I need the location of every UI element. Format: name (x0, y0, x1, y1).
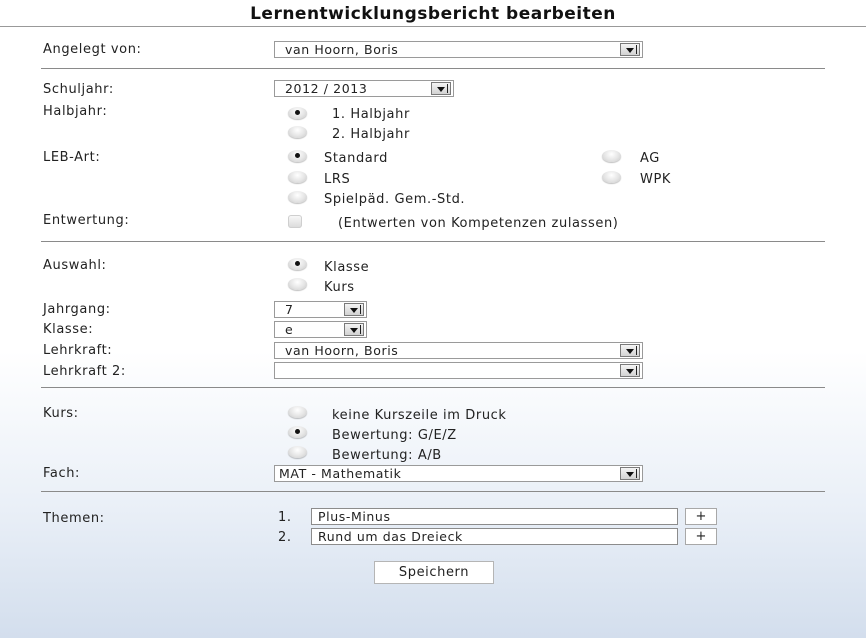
divider (41, 491, 825, 492)
divider (41, 68, 825, 69)
chevron-down-icon[interactable] (431, 82, 451, 95)
chevron-down-icon[interactable] (620, 364, 640, 377)
themen-add-button-1[interactable]: + (685, 508, 717, 525)
auswahl-klasse-label: Klasse (324, 260, 370, 275)
leb-art-radio-ag[interactable] (602, 150, 621, 162)
lehrkraft-value: van Hoorn, Boris (285, 343, 399, 358)
themen-label: Themen: (43, 511, 105, 526)
angelegt-von-value: van Hoorn, Boris (285, 42, 399, 57)
klasse-label: Klasse: (43, 322, 94, 337)
themen-number-1: 1. (278, 510, 292, 525)
themen-input-2[interactable]: Rund um das Dreieck (311, 528, 678, 545)
lehrkraft-select[interactable] (274, 342, 643, 359)
kurs-label: Kurs: (43, 406, 79, 421)
jahrgang-select[interactable] (274, 301, 367, 318)
schuljahr-select[interactable] (274, 80, 454, 97)
leb-art-radio-lrs[interactable] (288, 171, 307, 183)
divider (41, 241, 825, 242)
angelegt-von-select[interactable] (274, 41, 643, 58)
lehrkraft2-label: Lehrkraft 2: (43, 364, 126, 379)
klasse-select[interactable] (274, 321, 367, 338)
leb-art-label: LEB-Art: (43, 150, 101, 165)
save-button[interactable]: Speichern (374, 561, 494, 584)
entwertung-checkbox-label: (Entwerten von Kompetenzen zulassen) (338, 216, 619, 231)
lehrkraft-label: Lehrkraft: (43, 343, 113, 358)
kurs-ab-label: Bewertung: A/B (332, 448, 442, 463)
fach-value: MAT - Mathematik (279, 466, 402, 481)
leb-art-ag-label: AG (640, 151, 660, 166)
chevron-down-icon[interactable] (620, 344, 640, 357)
themen-input-1[interactable]: Plus-Minus (311, 508, 678, 525)
fach-label: Fach: (43, 466, 81, 481)
auswahl-kurs-label: Kurs (324, 280, 355, 295)
klasse-value: e (285, 322, 294, 337)
themen-add-button-2[interactable]: + (685, 528, 717, 545)
halbjahr-radio-1[interactable] (288, 107, 307, 119)
halbjahr-option-1-label: 1. Halbjahr (332, 107, 410, 122)
chevron-down-icon[interactable] (344, 323, 364, 336)
themen-number-2: 2. (278, 530, 292, 545)
halbjahr-radio-2[interactable] (288, 126, 307, 138)
schuljahr-label: Schuljahr: (43, 82, 114, 97)
angelegt-von-label: Angelegt von: (43, 42, 142, 57)
jahrgang-label: Jahrgang: (43, 302, 111, 317)
kurs-radio-ab[interactable] (288, 446, 307, 458)
lehrkraft2-select[interactable] (274, 362, 643, 379)
fach-select[interactable] (274, 465, 643, 482)
leb-art-radio-standard[interactable] (288, 150, 307, 162)
chevron-down-icon[interactable] (344, 303, 364, 316)
auswahl-radio-klasse[interactable] (288, 258, 307, 270)
leb-art-wpk-label: WPK (640, 172, 672, 187)
page-title: Lernentwicklungsbericht bearbeiten (0, 0, 866, 27)
leb-art-standard-label: Standard (324, 151, 388, 166)
entwertung-checkbox[interactable] (288, 215, 302, 228)
jahrgang-value: 7 (285, 302, 294, 317)
kurs-radio-keine[interactable] (288, 406, 307, 418)
kurs-keine-label: keine Kurszeile im Druck (332, 408, 507, 423)
divider (41, 387, 825, 388)
leb-art-spielpaed-label: Spielpäd. Gem.-Std. (324, 192, 466, 207)
leb-art-radio-spielpaed[interactable] (288, 191, 307, 203)
entwertung-label: Entwertung: (43, 213, 130, 228)
chevron-down-icon[interactable] (620, 43, 640, 56)
schuljahr-value: 2012 / 2013 (285, 81, 368, 96)
leb-art-lrs-label: LRS (324, 172, 351, 187)
kurs-gez-label: Bewertung: G/E/Z (332, 428, 457, 443)
chevron-down-icon[interactable] (620, 467, 640, 480)
leb-art-radio-wpk[interactable] (602, 171, 621, 183)
halbjahr-option-2-label: 2. Halbjahr (332, 127, 410, 142)
halbjahr-label: Halbjahr: (43, 104, 108, 119)
auswahl-label: Auswahl: (43, 258, 107, 273)
kurs-radio-gez[interactable] (288, 426, 307, 438)
auswahl-radio-kurs[interactable] (288, 278, 307, 290)
